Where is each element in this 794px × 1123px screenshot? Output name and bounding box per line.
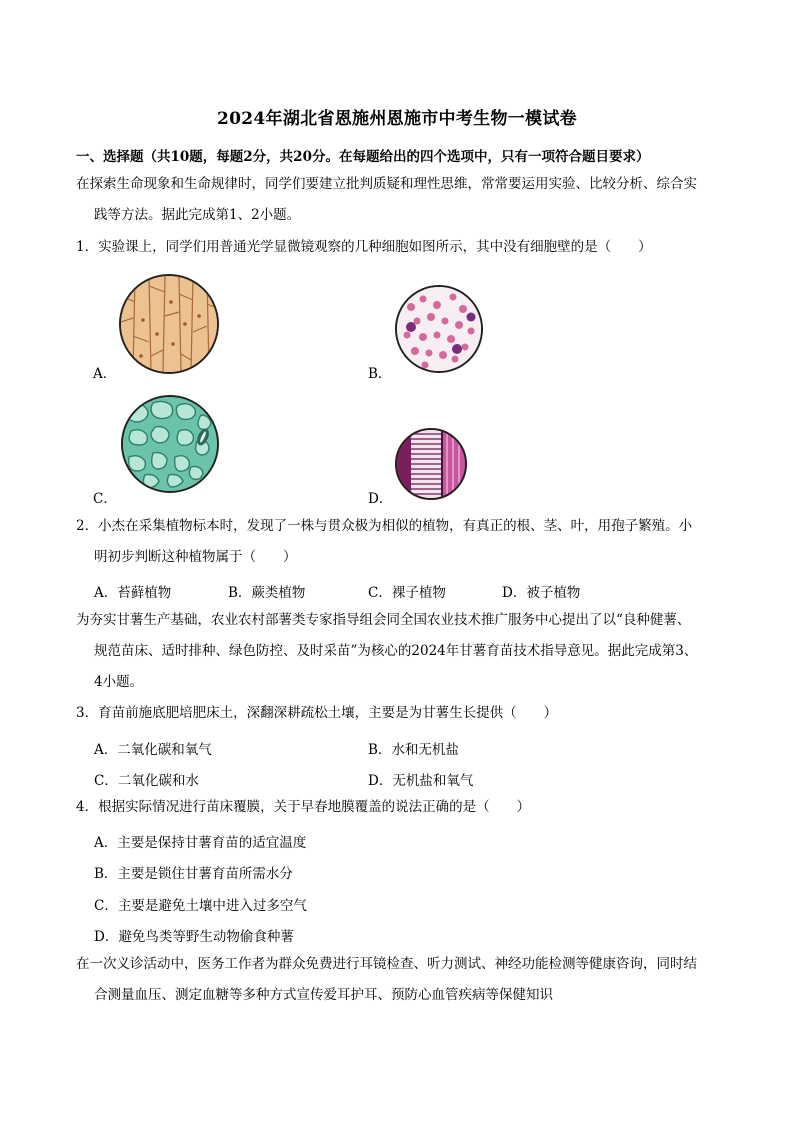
q1-option-a-label: A． (93, 366, 117, 382)
q2-option-b[interactable]: B．蕨类植物 (228, 585, 306, 601)
page-title: 2024年湖北省恩施州恩施市中考生物一模试卷 (217, 109, 577, 129)
vessel-cells-drawing (397, 430, 465, 498)
q3-option-b[interactable]: B．水和无机盐 (368, 742, 459, 758)
question-4: 4．根据实际情况进行苗床覆膜，关于早春地膜覆盖的说法正确的是（ ） (76, 799, 531, 815)
q1-option-b-label: B． (368, 366, 392, 382)
intro-1-line-2: 践等方法。据此完成第1、2小题。 (94, 207, 301, 223)
blood-cells-drawing (397, 287, 481, 371)
onion-epidermis-cells-image (119, 274, 219, 374)
q2-option-d[interactable]: D．被子植物 (502, 585, 581, 601)
onion-cells-drawing (121, 276, 217, 372)
intro-2-line-1: 为夯实甘薯生产基础，农业农村部薯类专家指导组会同全国农业技术推广服务中心提出了以“良种健薯、 (76, 612, 691, 628)
intro-3-line-2: 合测量血压、测定血糖等多种方式宣传爱耳护耳、预防心血管疾病等保健知识 (94, 987, 553, 1003)
question-2-line-1: 2．小杰在采集植物标本时，发现了一株与贯众极为相似的植物，有真正的根、茎、叶，用孢子繁殖。小 (76, 518, 693, 534)
section-heading: 一、选择题（共10题，每题2分，共20分。在每题给出的四个选项中，只有一项符合题目要求） (76, 149, 650, 165)
q2-option-c[interactable]: C．裸子植物 (368, 585, 446, 601)
q3-option-c[interactable]: C．二氧化碳和水 (94, 773, 199, 789)
leaf-epidermis-cells-image (121, 395, 219, 493)
blood-smear-cells-image (395, 285, 483, 373)
intro-2-line-2: 规范苗床、适时排种、绿色防控、及时采苗”为核心的2024年甘薯育苗技术指导意见。据此完成第3、 (94, 643, 698, 659)
intro-paragraph-2 (76, 605, 728, 698)
question-2 (76, 511, 724, 573)
q3-option-a[interactable]: A．二氧化碳和氧气 (94, 742, 212, 758)
question-2-line-2: 明初步判断这种植物属于（ ） (94, 549, 297, 565)
q4-option-d[interactable]: D．避免鸟类等野生动物偷食种薯 (94, 929, 294, 945)
intro-paragraph-3 (76, 949, 728, 1011)
q4-option-b[interactable]: B．主要是锁住甘薯育苗所需水分 (94, 866, 293, 882)
q1-option-d-label: D． (368, 491, 393, 507)
q3-option-d[interactable]: D．无机盐和氧气 (368, 773, 474, 789)
intro-2-line-3: 4小题。 (94, 674, 144, 690)
question-1: 1．实验课上，同学们用普通光学显微镜观察的几种细胞如图所示，其中没有细胞壁的是（ ） (76, 239, 652, 255)
intro-paragraph-1 (76, 169, 724, 231)
q4-option-a[interactable]: A．主要是保持甘薯育苗的适宜温度 (94, 835, 307, 851)
q1-option-c-label: C． (93, 491, 117, 507)
q4-option-c[interactable]: C．主要是避免土壤中进入过多空气 (94, 898, 307, 914)
intro-3-line-1: 在一次义诊活动中，医务工作者为群众免费进行耳镜检查、听力测试、神经功能检测等健康咨询，同时结 (76, 956, 697, 972)
question-3: 3．育苗前施底肥培肥床土，深翻深耕疏松土壤，主要是为甘薯生长提供（ ） (76, 705, 558, 721)
q2-option-a[interactable]: A．苔藓植物 (94, 585, 172, 601)
plant-vessel-cells-image (395, 428, 467, 500)
intro-1-line-1: 在探索生命现象和生命规律时，同学们要建立批判质疑和理性思维，常常要运用实验、比较分析、综合实 (76, 176, 697, 192)
leaf-cells-drawing (123, 397, 217, 491)
